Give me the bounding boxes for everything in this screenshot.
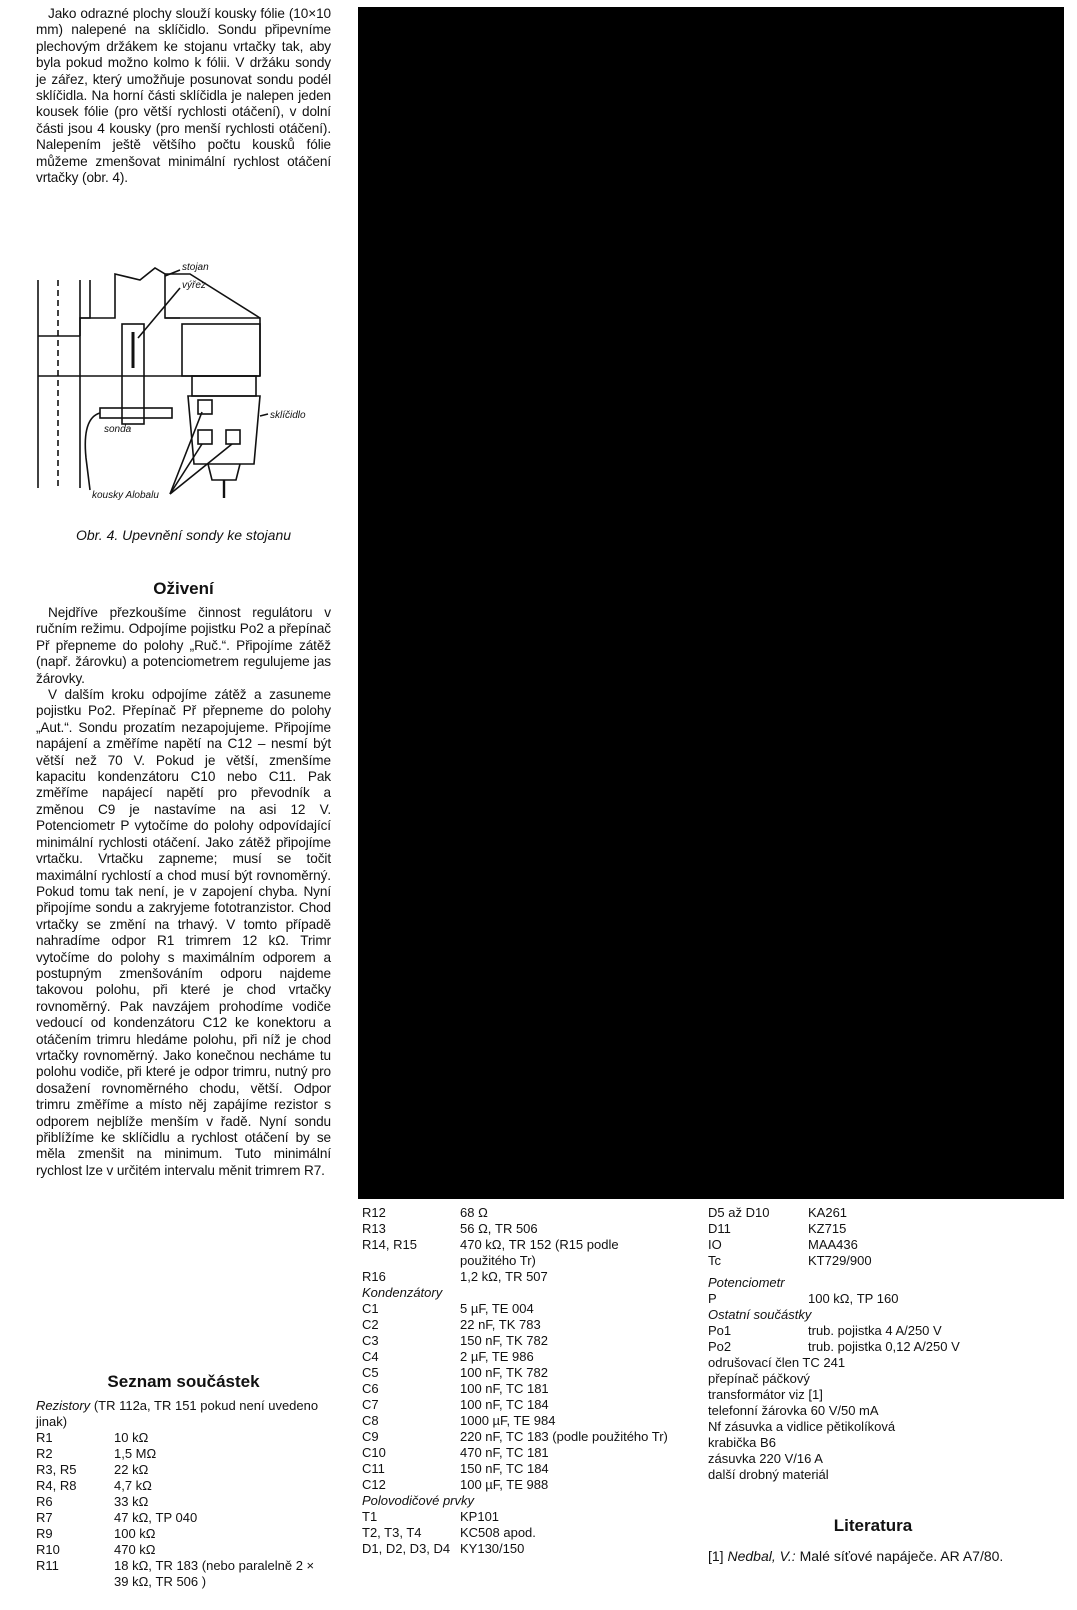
kondenzatory-list [362, 1301, 672, 1493]
part-value: 470 kΩ [114, 1542, 156, 1557]
parts-list-col3 [708, 1205, 1038, 1483]
parts-list-col2 [362, 1205, 672, 1557]
part-ref: R10 [36, 1542, 60, 1557]
part-ref: R12 [362, 1205, 386, 1220]
figure-caption: Obr. 4. Upevnění sondy ke stojanu [75, 527, 292, 543]
parts-row [362, 1525, 672, 1541]
parts-row [362, 1349, 672, 1365]
part-ref: R16 [362, 1269, 386, 1284]
part-ref: T1 [362, 1509, 378, 1524]
rezistory-header [36, 1398, 331, 1430]
part-value: 18 kΩ, TR 183 (nebo paralelně 2 × 39 kΩ, TR 506 ) [114, 1558, 315, 1589]
part-value: 68 Ω [460, 1205, 488, 1220]
parts-row [362, 1413, 672, 1429]
part-value: 1,5 MΩ [114, 1446, 157, 1461]
parts-line: odrušovací člen TC 241 [708, 1355, 846, 1370]
section-heading-literatura: Literatura [833, 1516, 913, 1535]
chuck-tip [208, 464, 240, 480]
parts-row [362, 1509, 672, 1525]
parts-row [362, 1317, 672, 1333]
probe-cable [85, 413, 100, 490]
parts-row [36, 1558, 331, 1590]
part-ref: D11 [708, 1221, 731, 1236]
part-value: trub. pojistka 4 A/250 V [808, 1323, 942, 1338]
rezistory-list-continued [362, 1205, 672, 1285]
part-ref: D5 až D10 [708, 1205, 770, 1220]
oziveni-text [36, 605, 331, 1179]
part-ref: R3, R5 [36, 1462, 77, 1477]
group-title-rezistory: Rezistory [36, 1398, 91, 1413]
part-value: 150 nF, TK 782 [460, 1333, 548, 1348]
label-sklicidlo: sklíčidlo [270, 410, 306, 421]
parts-row [362, 1477, 672, 1493]
stand-top [80, 268, 180, 336]
literatura-entry [708, 1548, 1038, 1565]
parts-row [708, 1221, 1038, 1237]
foil-piece-top [198, 400, 212, 414]
rezistory-list [36, 1430, 331, 1590]
group-title-kondenzatory: Kondenzátory [362, 1285, 443, 1300]
part-ref: C6 [362, 1381, 379, 1396]
polovodice-list-continued [708, 1205, 1038, 1269]
part-value: MAA436 [808, 1237, 858, 1252]
parts-row [362, 1381, 672, 1397]
leader-stojan [165, 270, 180, 276]
part-ref: R7 [36, 1510, 53, 1525]
literatura-author: Nedbal, V.: [727, 1548, 796, 1564]
parts-line: Nf zásuvka a vidlice pětikolíková [708, 1419, 896, 1434]
parts-line: krabička B6 [708, 1435, 776, 1450]
part-ref: C8 [362, 1413, 379, 1428]
part-ref: C3 [362, 1333, 379, 1348]
part-value: 1,2 kΩ, TR 507 [460, 1269, 548, 1284]
part-value: 150 nF, TC 184 [460, 1461, 549, 1476]
part-value: 10 kΩ [114, 1430, 149, 1445]
part-value: 4,7 kΩ [114, 1478, 152, 1493]
part-ref: R6 [36, 1494, 53, 1509]
literatura-ref-number: [1] [708, 1548, 724, 1564]
part-value: KY130/150 [460, 1541, 525, 1556]
parts-row [36, 1526, 331, 1542]
parts-row [708, 1291, 1038, 1307]
parts-row [362, 1429, 672, 1445]
part-value: KT729/900 [808, 1253, 872, 1268]
group-title-polovodice: Polovodičové prvky [362, 1493, 474, 1508]
foil-piece-1 [198, 430, 212, 444]
part-ref: R2 [36, 1446, 53, 1461]
part-value: 470 nF, TC 181 [460, 1445, 549, 1460]
part-ref: Po2 [708, 1339, 732, 1354]
part-value: 100 kΩ [114, 1526, 156, 1541]
part-value: 22 nF, TK 783 [460, 1317, 541, 1332]
part-value: 100 nF, TC 184 [460, 1397, 549, 1412]
intro-column [36, 6, 331, 186]
parts-line: další drobný materiál [708, 1467, 829, 1482]
parts-row [362, 1269, 672, 1285]
part-value: 100 kΩ, TP 160 [808, 1291, 899, 1306]
leader-sklicidlo [260, 414, 268, 416]
part-ref: P [708, 1291, 717, 1306]
parts-row [36, 1510, 331, 1526]
part-ref: R4, R8 [36, 1478, 77, 1493]
part-ref: C10 [362, 1445, 386, 1460]
part-value: 100 µF, TE 988 [460, 1477, 549, 1492]
group-title-ostatni: Ostatní součástky [708, 1307, 812, 1322]
part-value: KA261 [808, 1205, 848, 1220]
oziveni-paragraph-2: V dalším kroku odpojíme zátěž a zasuneme pojistku Po2. Přepínač Př přepneme do polohy „Aut.“. Sondu prozatím nezapojujeme. Připojíme napájení a změříme napětí na C12 – nesmí být větší než 70 V. Pokud je větší, zmenšíme kapacitu kondenzátoru C10 nebo C11. Pak změříme napájecí napětí pro převodník a změnou C9 je nastavíme na asi 12 V. Potenciometr P vytočíme do polohy odpovídající minimální rychlosti otáčení. Jako zátěž připojíme vrtačku. Vrtačku zapneme; musí se točit maximální rychlostí a chod musí být rovnoměrný. Pokud tomu tak není, je v zapojení chyba. Nyní připojíme sondu a zakryjeme fototranzistor. Chod vrtačky se změní na trhavý. V tomto případě nahradíme odpor R1 trimrem 12 kΩ. Trimr vytočíme do polohy s maximálním odporem a postupným zmenšováním odporu najdeme takovou polohu, při které je chod vrtačky rovnoměrný. Pak navzájem prohodíme vodiče vedoucí od kondenzátoru C12 ke konektoru a otáčením trimru hledáme polohu, při níž je chod vrtačky rovnoměrný. Jako konečnou necháme tu polohu vodiče, při které je odpor trimru, nutný pro dosažení rovnoměrného chodu, větší. Odpor trimru změříme a místo něj zapájíme rezistor s odporem nejblíže menším v řadě. Nyní sondu přiblížíme ke sklíčidlu a rychlost otáčení by se měla zmenšit na minimum. Tuto minimální rychlost lze v určitém intervalu měnit trimrem R7. [36, 687, 331, 1178]
figure-4 [30, 258, 340, 520]
part-value: 56 Ω, TR 506 [460, 1221, 538, 1236]
parts-row [362, 1237, 672, 1269]
parts-list-col1 [36, 1398, 331, 1590]
part-ref: R11 [36, 1558, 59, 1573]
parts-row [708, 1253, 1038, 1269]
parts-line: přepínač páčkový [708, 1371, 810, 1386]
label-vyrez: výřez [182, 280, 206, 291]
parts-row [36, 1494, 331, 1510]
part-value: trub. pojistka 0,12 A/250 V [808, 1339, 960, 1354]
part-value: 5 µF, TE 004 [460, 1301, 534, 1316]
part-ref: R14, R15 [362, 1237, 417, 1252]
leader-vyrez [138, 288, 180, 338]
parts-row [362, 1541, 672, 1557]
parts-row [36, 1478, 331, 1494]
parts-row [362, 1301, 672, 1317]
parts-row [362, 1221, 672, 1237]
part-ref: C4 [362, 1349, 379, 1364]
label-sonda: sonda [104, 424, 132, 435]
foil-piece-2 [226, 430, 240, 444]
holder-top [165, 318, 260, 376]
drill-body [182, 324, 260, 376]
parts-row [36, 1430, 331, 1446]
potenciometr-list [708, 1291, 1038, 1307]
part-value: KZ715 [808, 1221, 847, 1236]
group-title-potenciometr: Potenciometr [708, 1275, 785, 1290]
parts-row [362, 1461, 672, 1477]
chuck-top [192, 376, 256, 396]
part-ref: C5 [362, 1365, 379, 1380]
part-value: 2 µF, TE 986 [460, 1349, 534, 1364]
part-ref: C2 [362, 1317, 379, 1332]
part-ref: C1 [362, 1301, 379, 1316]
parts-row [362, 1365, 672, 1381]
photograph [358, 7, 1064, 1199]
parts-line: transformátor viz [1] [708, 1387, 823, 1402]
literatura-title: Malé síťové napáječe. AR A7/80. [799, 1548, 1004, 1564]
label-kousky: kousky Alobalu [92, 490, 159, 501]
part-value: 100 nF, TC 181 [460, 1381, 549, 1396]
parts-line: telefonní žárovka 60 V/50 mA [708, 1403, 879, 1418]
parts-row [708, 1339, 1038, 1355]
parts-row [708, 1237, 1038, 1253]
parts-row [362, 1333, 672, 1349]
part-ref: R13 [362, 1221, 386, 1236]
parts-row [36, 1542, 331, 1558]
probe [100, 408, 172, 418]
part-value: KC508 apod. [460, 1525, 536, 1540]
part-ref: R1 [36, 1430, 53, 1445]
part-value: 1000 µF, TE 984 [460, 1413, 556, 1428]
parts-line: zásuvka 220 V/16 A [708, 1451, 823, 1466]
part-ref: Tc [708, 1253, 721, 1268]
part-value: KP101 [460, 1509, 500, 1524]
part-ref: C9 [362, 1429, 379, 1444]
parts-row [362, 1397, 672, 1413]
part-ref: T2, T3, T4 [362, 1525, 422, 1540]
ostatni-list [708, 1323, 1038, 1355]
part-ref: C11 [362, 1461, 385, 1476]
intro-paragraph: Jako odrazné plochy slouží kousky fólie (10×10 mm) nalepené na sklíčidlo. Sondu připevníme plechovým držákem ke stojanu vrtačky tak, aby byla pokud možno kolmo k fólii. V držáku sondy je zářez, který umožňuje posunovat sondu podél sklíčidla. Na horní části sklíčidla je nalepen jeden kousek fólie (pro větší rychlosti otáčení), v dolní části jsou 4 kousky (pro menší rychlosti otáčení). Nalepením ještě většího počtu kousků fólie můžeme zmenšovat minimální rychlost otáčení vrtačky (obr. 4). [36, 6, 331, 186]
parts-row [362, 1445, 672, 1461]
parts-row [708, 1323, 1038, 1339]
section-heading-oziveni: Oživení [153, 579, 214, 598]
part-value: 47 kΩ, TP 040 [114, 1510, 198, 1525]
part-ref: C7 [362, 1397, 379, 1412]
parts-row [36, 1446, 331, 1462]
part-value: 220 nF, TC 183 (podle použitého Tr) [460, 1429, 668, 1444]
stand-arm [38, 280, 260, 376]
part-ref: R9 [36, 1526, 53, 1541]
part-ref: IO [708, 1237, 722, 1252]
parts-row [36, 1462, 331, 1478]
label-stojan: stojan [182, 262, 209, 273]
rezistory-note: (TR 112a, TR 151 pokud není uvedeno jinak) [36, 1398, 319, 1429]
part-value: 470 kΩ, TR 152 (R15 podle použitého Tr) [460, 1237, 619, 1268]
parts-row [708, 1205, 1038, 1221]
mounting-diagram [30, 258, 340, 520]
polovodice-list [362, 1509, 672, 1557]
parts-row [362, 1205, 672, 1221]
ostatni-lines [708, 1355, 1038, 1483]
part-ref: D1, D2, D3, D4 [362, 1541, 451, 1556]
part-value: 33 kΩ [114, 1494, 149, 1509]
part-value: 22 kΩ [114, 1462, 149, 1477]
section-heading-seznam: Seznam součástek [107, 1372, 260, 1391]
oziveni-paragraph-1: Nejdříve přezkoušíme činnost regulátoru v ručním režimu. Odpojíme pojistku Po2 a přepínač Př přepneme do polohy „Ruč.“. Připojíme zátěž (např. žárovku) a potenciometrem regulujeme jas žárovky. [36, 605, 331, 686]
part-ref: Po1 [708, 1323, 732, 1338]
part-ref: C12 [362, 1477, 386, 1492]
part-value: 100 nF, TK 782 [460, 1365, 548, 1380]
holder-bracket [165, 274, 260, 318]
